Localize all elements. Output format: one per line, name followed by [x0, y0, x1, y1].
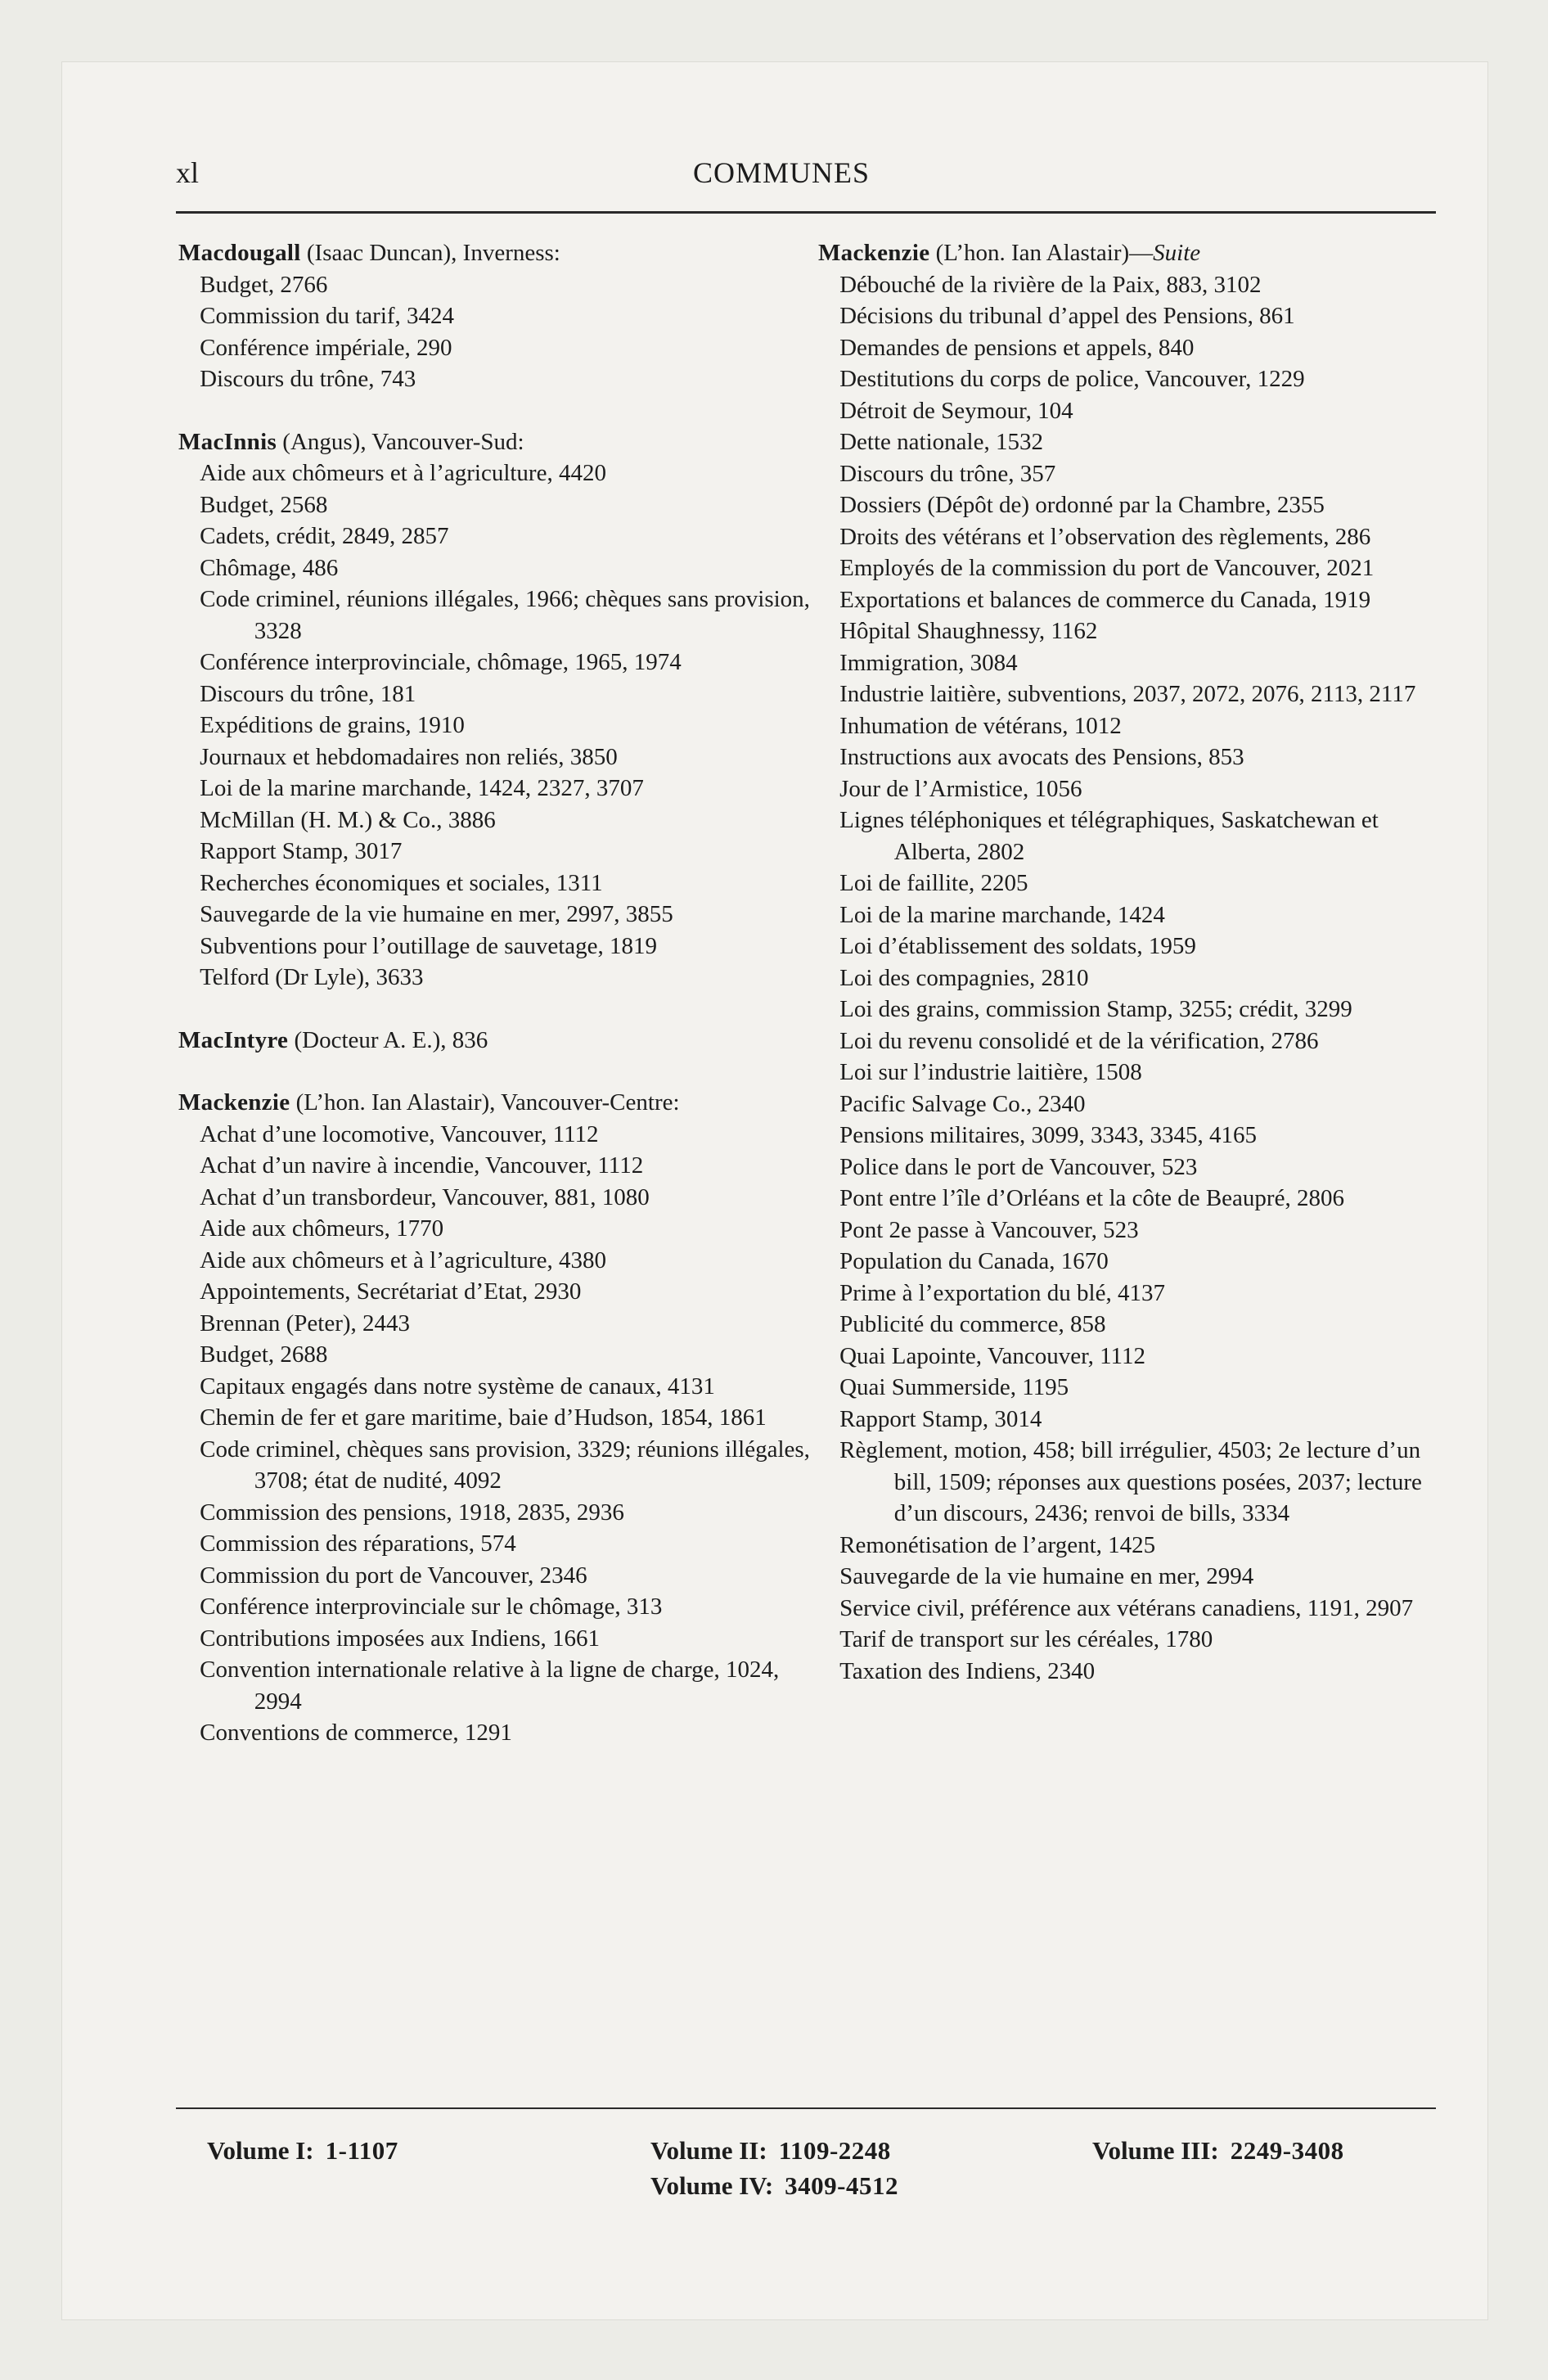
volume-label: Volume III: [1092, 2136, 1219, 2165]
left-column [178, 237, 812, 1780]
subject-entry: Telford (Dr Lyle), 3633 [200, 964, 424, 990]
member-name: Mackenzie [178, 1089, 290, 1116]
subject-entry: Chemin de fer et gare maritime, baie d’Hudson, 1854, 1861 [200, 1404, 767, 1431]
subject-entry: Loi des compagnies, 2810 [839, 964, 1089, 991]
subject-entry: Discours du trône, 743 [200, 366, 416, 392]
subject-entry: Jour de l’Armistice, 1056 [839, 775, 1082, 802]
member-description: (Docteur A. E.), 836 [288, 1026, 488, 1053]
subject-entry: Droits des vétérans et l’observation des règlements, 286 [839, 523, 1371, 550]
subject-entry: Débouché de la rivière de la Paix, 883, 3102 [839, 271, 1262, 298]
volume-range: 2249-3408 [1230, 2136, 1344, 2165]
entry-heading [178, 1087, 812, 1119]
entry-heading [178, 1025, 812, 1057]
index-entry [178, 237, 812, 395]
subject-entry: Rapport Stamp, 3017 [200, 838, 403, 864]
subject-entry: Exportations et balances de commerce du Canada, 1919 [839, 586, 1371, 613]
subject-entry: Hôpital Shaughnessy, 1162 [839, 618, 1098, 644]
subject-entry: Achat d’une locomotive, Vancouver, 1112 [200, 1120, 599, 1147]
subject-entry: Commission du port de Vancouver, 2346 [200, 1562, 587, 1589]
entry-heading [818, 237, 1452, 269]
subject-entry: Taxation des Indiens, 2340 [839, 1657, 1096, 1684]
index-entry [178, 426, 812, 994]
volume-label: Volume IV: [650, 2171, 774, 2200]
subject-entry: Instructions aux avocats des Pensions, 853 [839, 744, 1244, 770]
subject-entry: Loi d’établissement des soldats, 1959 [839, 933, 1196, 959]
subject-entry: Journaux et hebdomadaires non reliés, 3850 [200, 743, 618, 770]
subject-entry: Capitaux engagés dans notre système de canaux, 4131 [200, 1373, 715, 1400]
subject-entry: Budget, 2688 [200, 1341, 328, 1368]
subject-entry: Recherches économiques et sociales, 1311 [200, 869, 603, 896]
subject-entry: Loi du revenu consolidé et de la vérification, 2786 [839, 1027, 1319, 1054]
subject-entry: Industrie laitière, subventions, 2037, 2072, 2076, 2113, 2117 [839, 681, 1416, 707]
subject-entry: Loi de faillite, 2205 [839, 870, 1028, 896]
subject-entry: Subventions pour l’outillage de sauvetage, 1819 [200, 932, 658, 959]
subject-entry: Commission des réparations, 574 [200, 1530, 516, 1557]
subject-entry: Lignes téléphoniques et télégraphiques, Saskatchewan et Alberta, 2802 [839, 807, 1379, 865]
entry-heading [178, 237, 812, 269]
page-number: xl [176, 156, 200, 189]
member-name: MacInnis [178, 428, 277, 455]
subject-entry: Rapport Stamp, 3014 [839, 1405, 1042, 1432]
subject-entry: Loi de la marine marchande, 1424, 2327, 3707 [200, 775, 644, 801]
subject-entry: Destitutions du corps de police, Vancouver, 1229 [839, 366, 1305, 392]
entry-heading [178, 426, 812, 458]
subject-entry: Achat d’un transbordeur, Vancouver, 881, 1080 [200, 1183, 650, 1210]
subject-entry: Quai Lapointe, Vancouver, 1112 [839, 1342, 1145, 1369]
subject-entry: Pacific Salvage Co., 2340 [839, 1090, 1086, 1117]
subject-entry: Conférence interprovinciale sur le chômage, 313 [200, 1593, 663, 1620]
subject-entry: Population du Canada, 1670 [839, 1248, 1109, 1274]
subject-entry: Appointements, Secrétariat d’Etat, 2930 [200, 1278, 582, 1305]
subject-entry: Loi de la marine marchande, 1424 [839, 901, 1165, 928]
member-description: (L’hon. Ian Alastair)— [929, 240, 1154, 266]
subject-entry: Dette nationale, 1532 [839, 429, 1043, 455]
subject-entry: Inhumation de vétérans, 1012 [839, 712, 1122, 739]
subject-entry: Sauvegarde de la vie humaine en mer, 2994 [839, 1563, 1254, 1589]
subject-entry: Conférence impériale, 290 [200, 334, 452, 361]
subject-entry: Aide aux chômeurs et à l’agriculture, 4380 [200, 1246, 606, 1273]
page-header [119, 156, 1444, 205]
header-rule [176, 211, 1436, 214]
subject-entry: Service civil, préférence aux vétérans canadiens, 1191, 2907 [839, 1594, 1414, 1621]
subject-entry: Loi sur l’industrie laitière, 1508 [839, 1059, 1142, 1085]
subject-entry: Immigration, 3084 [839, 649, 1018, 676]
footer-rule [176, 2107, 1436, 2109]
subject-entry: Budget, 2568 [200, 491, 328, 518]
subject-entry: Discours du trône, 181 [200, 680, 416, 707]
subject-entry: Chômage, 486 [200, 554, 339, 581]
subject-entry: Pensions militaires, 3099, 3343, 3345, 4165 [839, 1122, 1258, 1148]
subject-entry: Employés de la commission du port de Vancouver, 2021 [839, 555, 1375, 581]
subject-entry: Loi des grains, commission Stamp, 3255; crédit, 3299 [839, 996, 1352, 1022]
subject-entry: Décisions du tribunal d’appel des Pensions, 861 [839, 303, 1295, 329]
subject-entry: Cadets, crédit, 2849, 2857 [200, 523, 449, 549]
subject-entry: Achat d’un navire à incendie, Vancouver, 1112 [200, 1152, 644, 1179]
subject-entry: Demandes de pensions et appels, 840 [839, 334, 1195, 361]
subject-entry: Détroit de Seymour, 104 [839, 397, 1073, 424]
subject-entry: Budget, 2766 [200, 271, 328, 298]
index-entry [178, 1025, 812, 1057]
subject-entry: Convention internationale relative à la ligne de charge, 1024, 2994 [200, 1657, 780, 1715]
subject-entry: Discours du trône, 357 [839, 460, 1056, 487]
subject-entry: Brennan (Peter), 2443 [200, 1309, 411, 1336]
index-entry [818, 237, 1452, 1687]
continued-marker: Suite [1153, 240, 1201, 266]
volume-range: 3409-4512 [785, 2171, 898, 2200]
subject-entry: McMillan (H. M.) & Co., 3886 [200, 806, 496, 833]
subject-entry: Tarif de transport sur les céréales, 1780 [839, 1626, 1213, 1652]
subject-entry: Règlement, motion, 458; bill irrégulier, 4503; 2e lecture d’un bill, 1509; réponses aux questions posées, 2037; lecture d’un discours, 2436; renvoi de bills, 3334 [839, 1437, 1422, 1526]
member-description: (L’hon. Ian Alastair), Vancouver-Centre: [290, 1089, 680, 1116]
right-column [818, 237, 1452, 1718]
member-name: Macdougall [178, 240, 301, 266]
running-title: COMMUNES [692, 156, 871, 189]
subject-entry: Sauvegarde de la vie humaine en mer, 2997, 3855 [200, 901, 673, 927]
subject-entry: Remonétisation de l’argent, 1425 [839, 1531, 1156, 1558]
member-description: (Angus), Vancouver-Sud: [277, 428, 524, 455]
subject-entry: Conférence interprovinciale, chômage, 1965, 1974 [200, 649, 682, 675]
volume-label: Volume I: [207, 2136, 314, 2165]
member-name: MacIntyre [178, 1026, 289, 1053]
member-description: (Isaac Duncan), Inverness: [300, 240, 560, 266]
subject-entry: Aide aux chômeurs et à l’agriculture, 4420 [200, 460, 606, 486]
subject-entry: Commission des pensions, 1918, 2835, 2936 [200, 1499, 624, 1526]
subject-entry: Aide aux chômeurs, 1770 [200, 1215, 444, 1242]
subject-entry: Quai Summerside, 1195 [839, 1374, 1069, 1400]
subject-entry: Police dans le port de Vancouver, 523 [839, 1153, 1198, 1180]
volume-range: 1109-2248 [778, 2136, 891, 2165]
subject-entry: Contributions imposées aux Indiens, 1661 [200, 1625, 601, 1652]
subject-entry: Dossiers (Dépôt de) ordonné par la Chambre, 2355 [839, 492, 1325, 518]
index-entry [178, 1087, 812, 1749]
subject-entry: Commission du tarif, 3424 [200, 303, 455, 329]
subject-entry: Pont 2e passe à Vancouver, 523 [839, 1216, 1139, 1243]
volume-label: Volume II: [650, 2136, 767, 2165]
subject-entry: Publicité du commerce, 858 [839, 1311, 1106, 1337]
subject-entry: Pont entre l’île d’Orléans et la côte de Beaupré, 2806 [839, 1185, 1344, 1211]
volume-range: 1-1107 [325, 2136, 398, 2165]
subject-entry: Conventions de commerce, 1291 [200, 1720, 512, 1746]
subject-entry: Prime à l’exportation du blé, 4137 [839, 1279, 1165, 1306]
member-name: Mackenzie [818, 240, 930, 266]
subject-entry: Expéditions de grains, 1910 [200, 712, 465, 738]
subject-entry: Code criminel, réunions illégales, 1966; chèques sans provision, 3328 [200, 586, 810, 644]
subject-entry: Code criminel, chèques sans provision, 3329; réunions illégales, 3708; état de nudité, 4092 [200, 1436, 810, 1494]
